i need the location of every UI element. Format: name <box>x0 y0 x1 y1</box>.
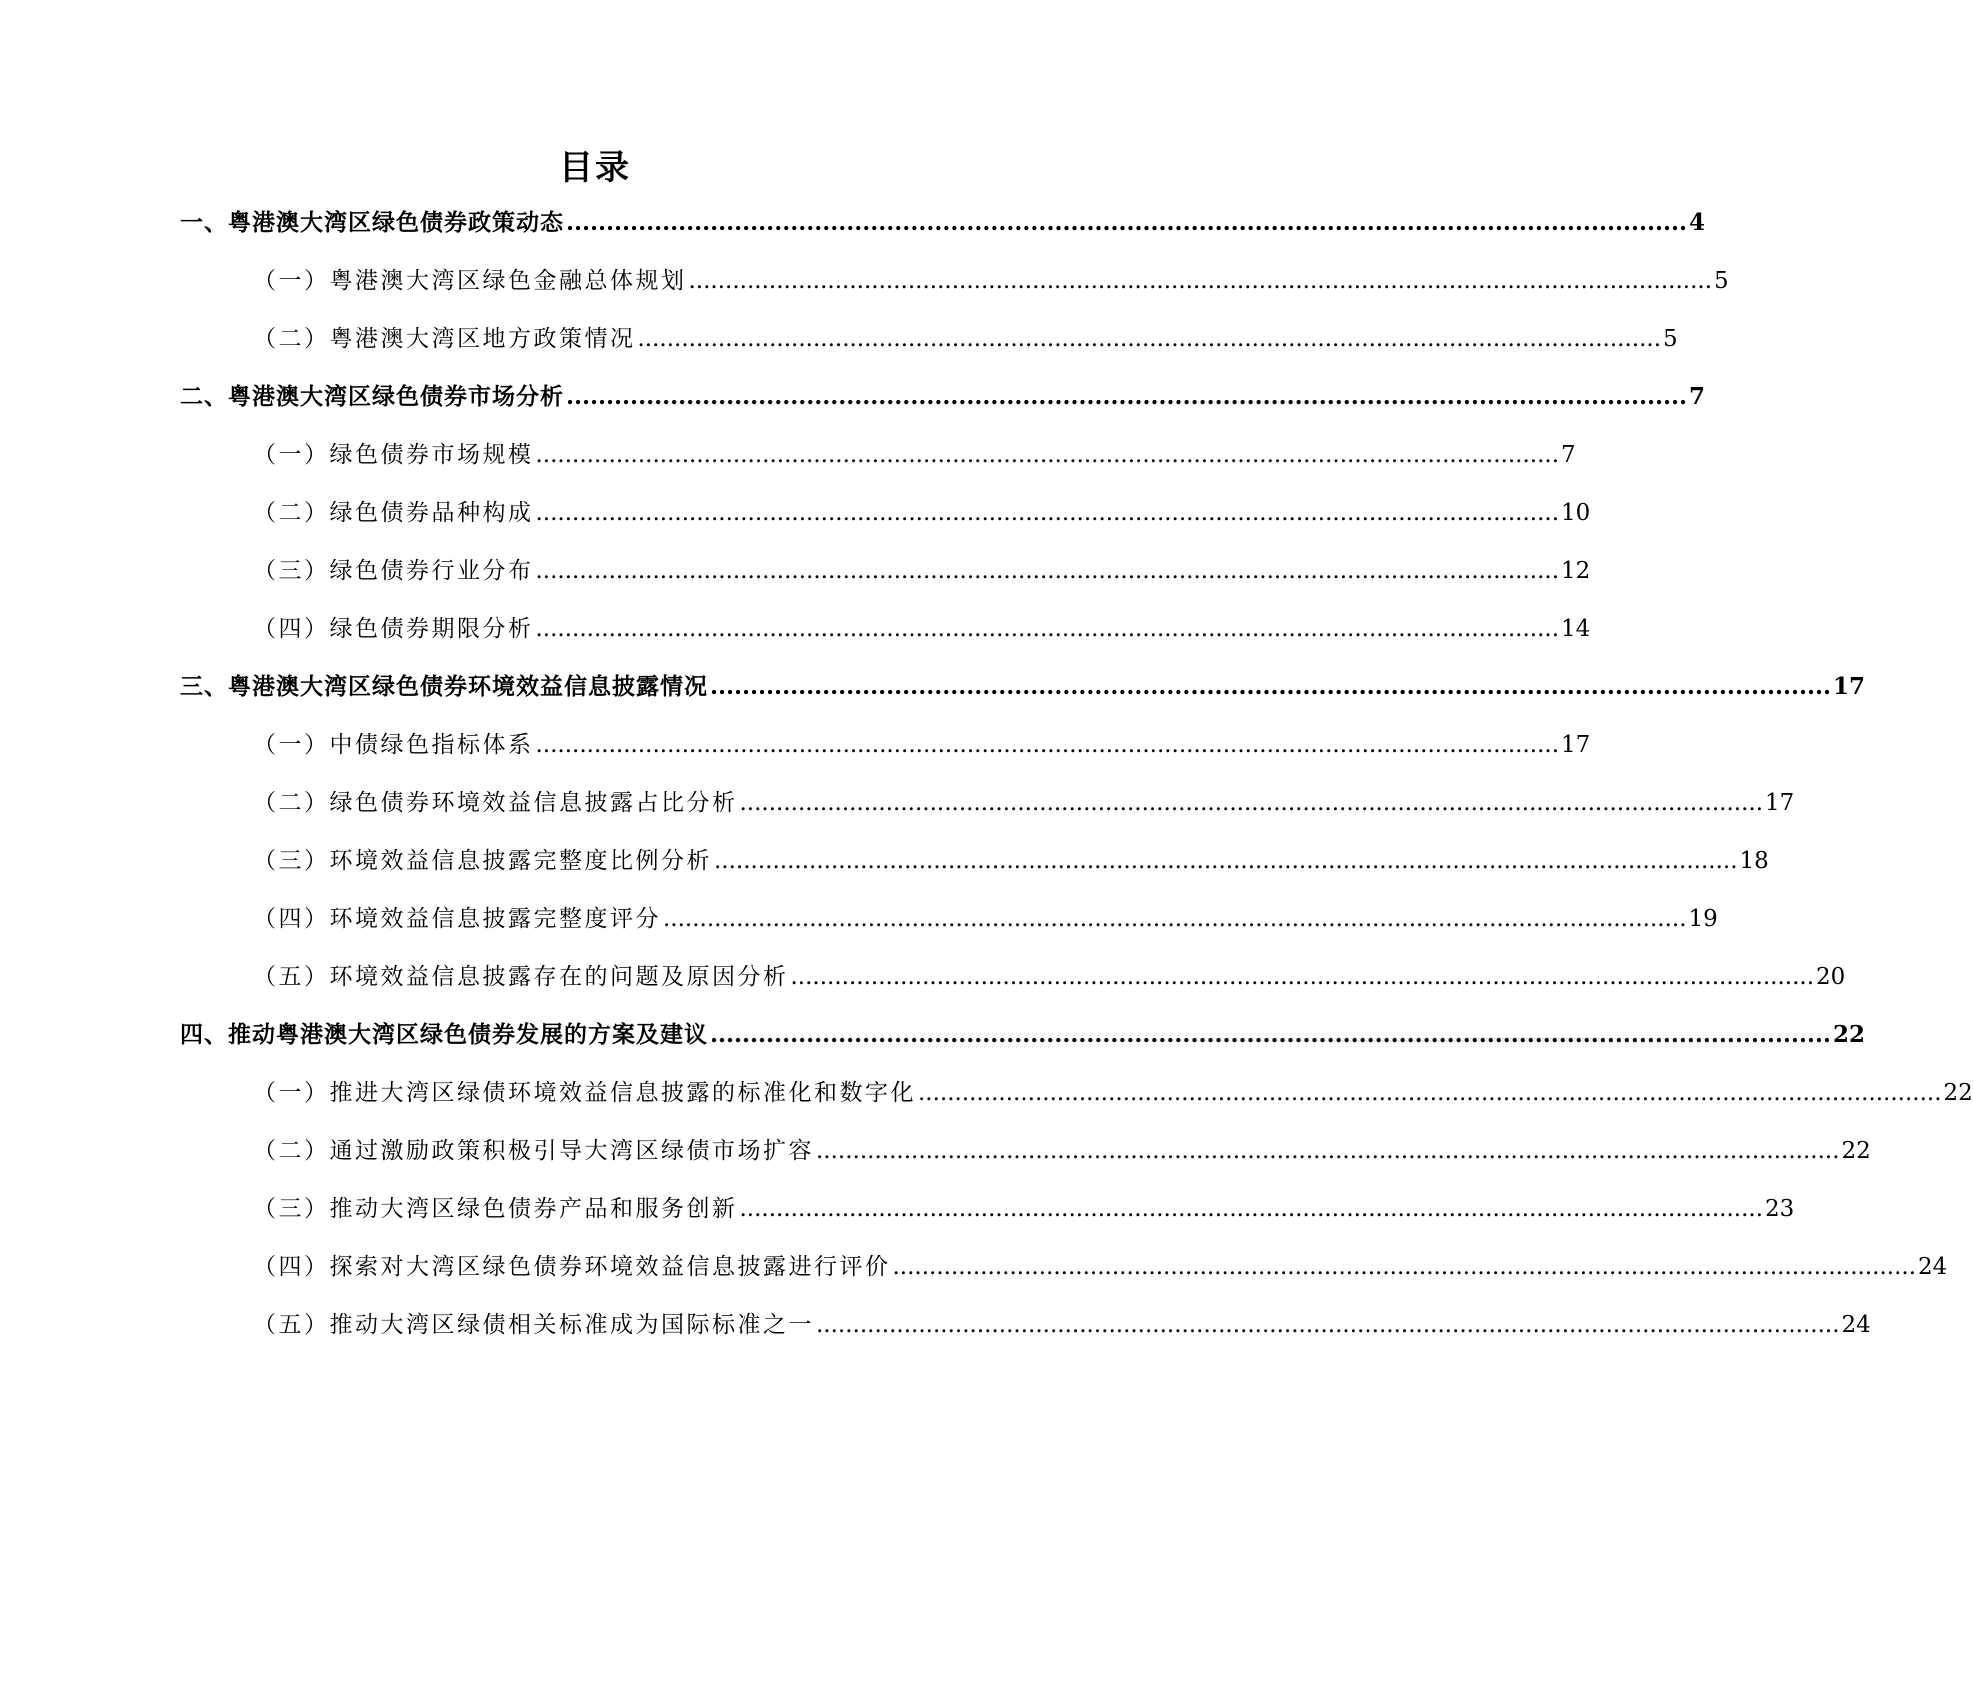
toc-entry-title: （一）绿色债券市场规模 <box>253 442 534 468</box>
toc-entry-title: （二）绿色债券品种构成 <box>253 500 534 526</box>
toc-leader-dots: ............................................................................................................................................ <box>816 1312 1840 1338</box>
toc-entry-title: （四）绿色债券期限分析 <box>253 616 534 642</box>
toc-page-number: 22 <box>1841 1138 1871 1164</box>
toc-entry-title: 四、推动粤港澳大湾区绿色债券发展的方案及建议 <box>180 1021 708 1048</box>
toc-leader-dots: ............................................................................................................................................ <box>663 906 1687 932</box>
toc-entry[interactable] <box>180 670 1866 704</box>
toc-entry[interactable] <box>180 380 1706 414</box>
toc-entry-title: 三、粤港澳大湾区绿色债券环境效益信息披露情况 <box>180 673 708 700</box>
toc-entry[interactable] <box>253 264 1729 298</box>
page-title: 目录 <box>559 148 631 188</box>
toc-entry[interactable] <box>253 1076 1973 1110</box>
toc-entry[interactable] <box>253 612 1591 646</box>
toc-leader-dots: ............................................................................................................................................ <box>739 1196 1764 1222</box>
toc-entry[interactable] <box>180 1018 1866 1052</box>
toc-leader-dots: ............................................................................................................................................ <box>535 732 1560 758</box>
toc-entry-title: （一）推进大湾区绿债环境效益信息披露的标准化和数字化 <box>253 1080 916 1106</box>
toc-entry[interactable] <box>253 960 1846 994</box>
toc-entry-title: （一）中债绿色指标体系 <box>253 732 534 758</box>
toc-page-number: 22 <box>1943 1080 1973 1106</box>
toc-leader-dots: ............................................................................................................................................ <box>790 964 1815 990</box>
toc-leader-dots: ............................................................................................................................................ <box>535 558 1560 584</box>
toc-page-number: 18 <box>1739 848 1769 874</box>
toc-leader-dots: ............................................................................................................................................ <box>688 268 1713 294</box>
toc-leader-dots: ............................................................................................................................................ <box>710 1021 1832 1048</box>
toc-page-number: 20 <box>1816 964 1846 990</box>
toc-entry[interactable] <box>253 844 1769 878</box>
toc-leader-dots: ............................................................................................................................................ <box>535 616 1560 642</box>
toc-entry[interactable] <box>253 1192 1795 1226</box>
toc-leader-dots: ............................................................................................................................................ <box>637 326 1662 352</box>
toc-page-number: 17 <box>1765 790 1795 816</box>
toc-entry-title: （四）探索对大湾区绿色债券环境效益信息披露进行评价 <box>253 1254 891 1280</box>
toc-page-number: 7 <box>1561 442 1576 468</box>
toc-leader-dots: ............................................................................................................................................ <box>566 209 1688 236</box>
toc-entry-title: （一）粤港澳大湾区绿色金融总体规划 <box>253 268 687 294</box>
toc-page-number: 14 <box>1561 616 1591 642</box>
toc-leader-dots: ............................................................................................................................................ <box>535 500 1560 526</box>
toc-entry-title: （四）环境效益信息披露完整度评分 <box>253 906 661 932</box>
toc-leader-dots: ............................................................................................................................................ <box>816 1138 1840 1164</box>
toc-entry-title: 一、粤港澳大湾区绿色债券政策动态 <box>180 209 564 236</box>
toc-entry-title: （三）推动大湾区绿色债券产品和服务创新 <box>253 1196 738 1222</box>
toc-entry[interactable] <box>253 728 1591 762</box>
toc-page-number: 24 <box>1841 1312 1871 1338</box>
toc-entry-title: 二、粤港澳大湾区绿色债券市场分析 <box>180 383 564 410</box>
toc-entry-title: （三）环境效益信息披露完整度比例分析 <box>253 848 712 874</box>
toc-page-number: 5 <box>1714 268 1729 294</box>
toc-entry-title: （二）绿色债券环境效益信息披露占比分析 <box>253 790 738 816</box>
toc-entry[interactable] <box>253 322 1678 356</box>
toc-leader-dots: ............................................................................................................................................ <box>739 790 1764 816</box>
toc-entry[interactable] <box>180 206 1706 240</box>
toc-page-number: 22 <box>1833 1021 1866 1048</box>
toc-entry[interactable] <box>253 1250 1948 1284</box>
toc-leader-dots: ............................................................................................................................................ <box>566 383 1688 410</box>
toc-entry-title: （二）通过激励政策积极引导大湾区绿债市场扩容 <box>253 1138 814 1164</box>
toc-page-number: 24 <box>1918 1254 1948 1280</box>
toc-leader-dots: ............................................................................................................................................ <box>710 673 1832 700</box>
toc-page-number: 17 <box>1833 673 1866 700</box>
toc-page-number: 23 <box>1765 1196 1795 1222</box>
toc-leader-dots: ............................................................................................................................................ <box>918 1080 1942 1106</box>
toc-page-number: 7 <box>1689 383 1706 410</box>
toc-entry-title: （三）绿色债券行业分布 <box>253 558 534 584</box>
toc-leader-dots: ............................................................................................................................................ <box>714 848 1738 874</box>
toc-entry[interactable] <box>253 438 1576 472</box>
toc-entry-title: （五）推动大湾区绿债相关标准成为国际标准之一 <box>253 1312 814 1338</box>
toc-leader-dots: ............................................................................................................................................ <box>892 1254 1917 1280</box>
toc-leader-dots: ............................................................................................................................................ <box>535 442 1560 468</box>
toc-entry[interactable] <box>253 786 1795 820</box>
toc-page-number: 10 <box>1561 500 1591 526</box>
toc-entry[interactable] <box>253 902 1718 936</box>
toc-page-number: 4 <box>1689 209 1706 236</box>
toc-entry[interactable] <box>253 1308 1871 1342</box>
toc-entry[interactable] <box>253 1134 1871 1168</box>
toc-page-number: 17 <box>1561 732 1591 758</box>
toc-entry[interactable] <box>253 496 1591 530</box>
toc-entry[interactable] <box>253 554 1591 588</box>
toc-entry-title: （五）环境效益信息披露存在的问题及原因分析 <box>253 964 789 990</box>
toc-page-number: 19 <box>1688 906 1718 932</box>
toc-entry-title: （二）粤港澳大湾区地方政策情况 <box>253 326 636 352</box>
toc-page-number: 12 <box>1561 558 1591 584</box>
toc-page-number: 5 <box>1663 326 1678 352</box>
